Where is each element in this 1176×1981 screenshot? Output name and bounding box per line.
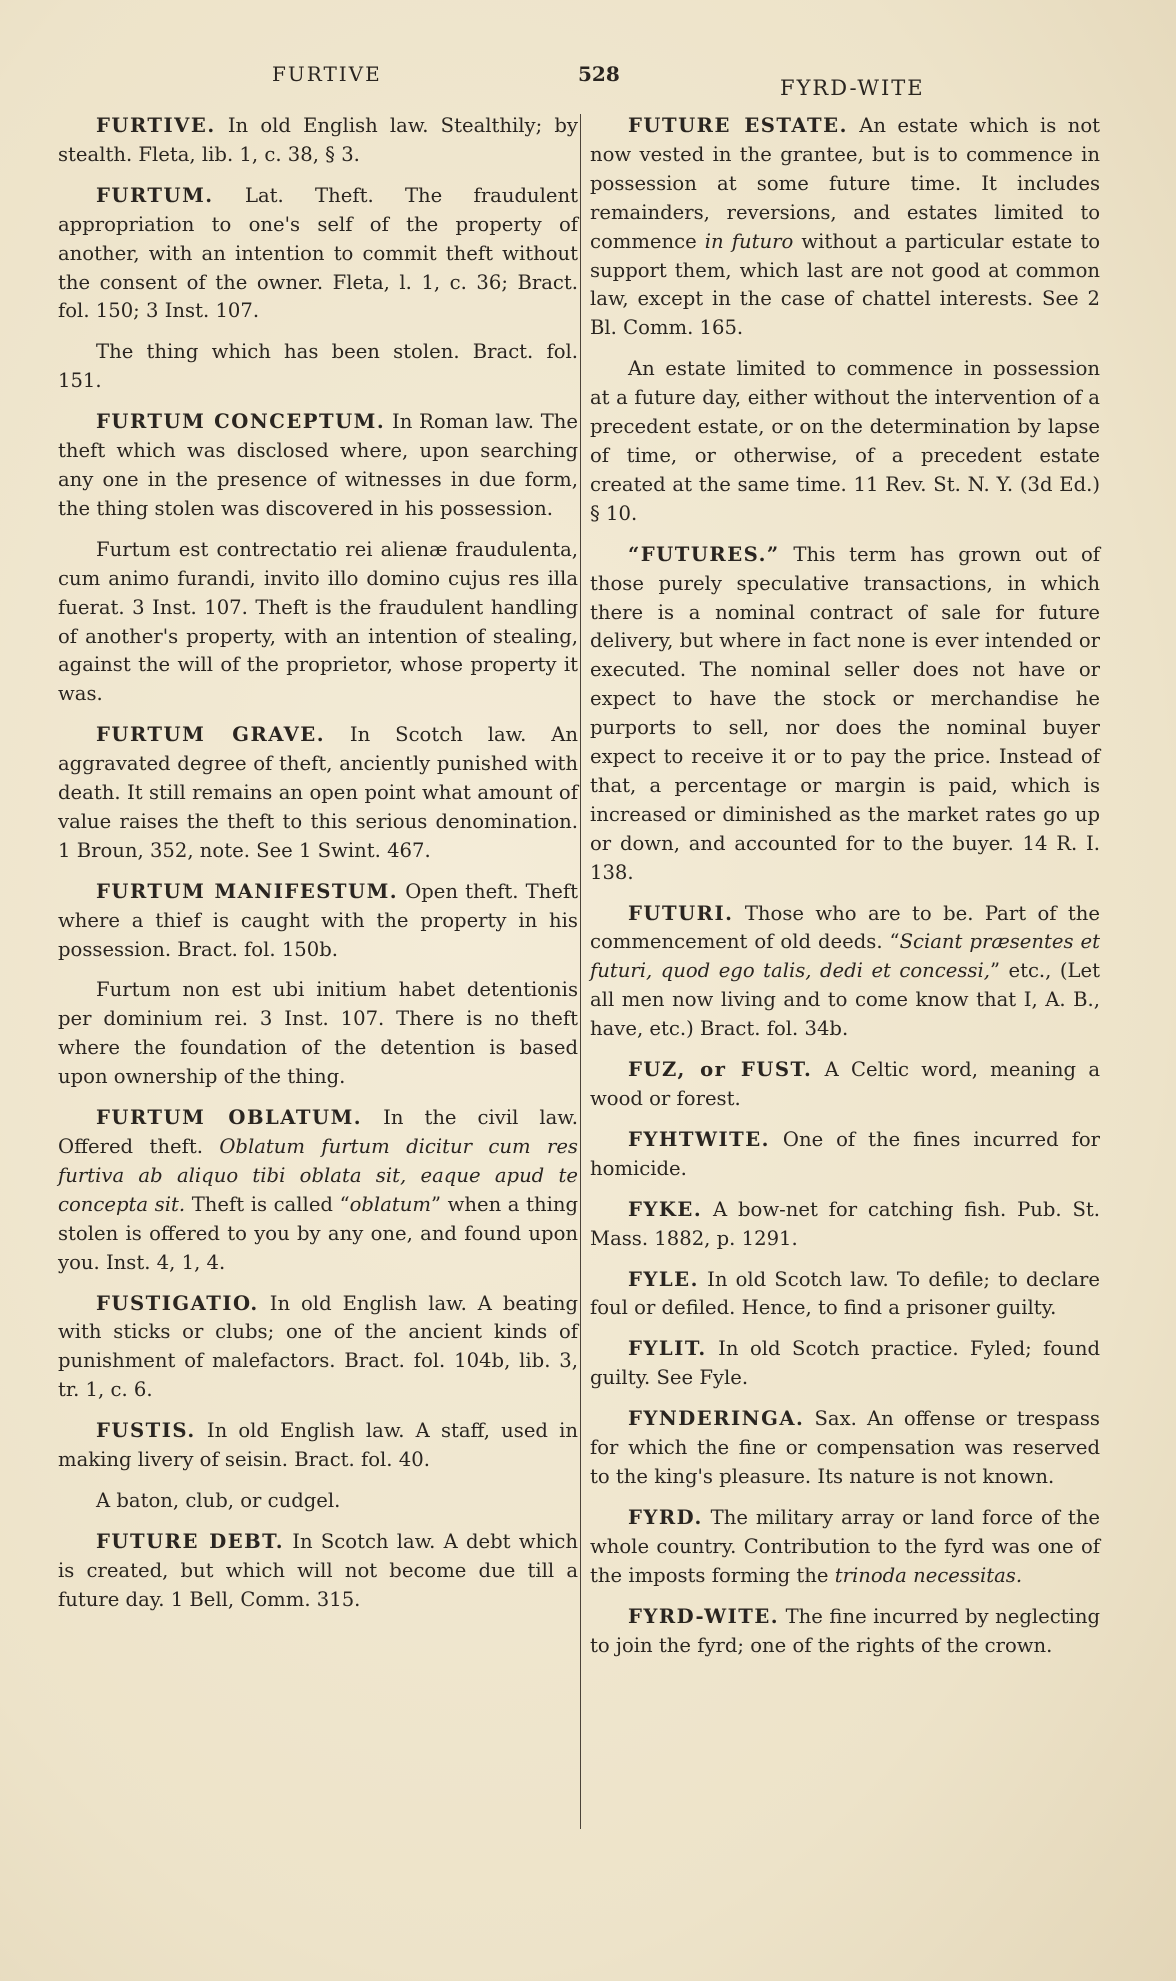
entry-furtum-manifestum	[58, 878, 578, 965]
entry-term: FUSTIS.	[96, 1419, 196, 1443]
entry-fyrd-wite	[590, 1603, 1100, 1661]
entry-fylit	[590, 1335, 1100, 1393]
entry-term: “FUTURES.”	[628, 542, 780, 566]
entry-text: In Roman law. The theft which was disclosed where, upon searching any one in the presence of witnesses in due form, the thing stolen was discovered in his possession.	[58, 410, 578, 520]
right-column	[590, 112, 1100, 1672]
entry-text: ” when a thing stolen is offered to you by any one, and found upon you. Inst. 4, 1, 4.	[58, 1192, 578, 1274]
entry-text: ” etc., (Let all men now living and to come know that I, A. B., have, etc.) Bract. fol. 34b.	[590, 959, 1100, 1041]
entry-future-debt	[58, 1528, 578, 1615]
entry-term: FYLE.	[628, 1267, 699, 1291]
entry-text: Sax. An offense or trespass for which the fine or compensation was reserved to the king's pleasure. Its nature is not known.	[590, 1407, 1100, 1488]
entry-term: FYKE.	[628, 1197, 703, 1221]
entry-text: A bow-net for catching fish. Pub. St. Mass. 1882, p. 1291.	[590, 1197, 1101, 1250]
entry-term: FYLIT.	[628, 1337, 707, 1361]
entry-term: FURTUM GRAVE.	[96, 723, 326, 747]
entry-paragraph: A baton, club, or cudgel.	[96, 1488, 341, 1512]
entry-futuri	[590, 900, 1100, 1045]
entry-term: FYHTWITE.	[628, 1127, 770, 1151]
entry-fyke	[590, 1196, 1100, 1254]
entry-text: Those who are to be. Part of the commencement of old deeds. “	[590, 901, 1100, 954]
entry-fustis	[58, 1417, 578, 1475]
entry-text: In Scotch law. A debt which is created, but which will not become due till a future day. 1 Bell, Comm. 315.	[58, 1529, 578, 1611]
page-header	[0, 62, 1176, 102]
entry-italic-text: Oblatum furtum dicitur cum res furtiva ab aliquo tibi oblata sit, eaque apud te concepta sit.	[58, 1135, 578, 1216]
entry-fuz	[590, 1056, 1100, 1114]
entry-text: This term has grown out of those purely speculative transactions, in which there is a nominal contract of sale for future delivery, but where in fact none is ever intended or executed. The nominal seller does not have or expect to have the stock or merchandise he purports to sell, nor does the nominal buyer expect to receive it or to pay the price. Instead of that, a percentage or margin is paid, which is increased or diminished as the market rates go up or down, and accounted for to the buyer. 14 R. I. 138.	[590, 542, 1100, 884]
entry-furtum	[58, 182, 578, 327]
entry-text: The military array or land force of the whole country. Contribution to the fyrd was one of the imposts forming the	[590, 1505, 1100, 1587]
entry-term: FUTURE DEBT.	[96, 1529, 285, 1553]
entry-term: FURTUM CONCEPTUM.	[96, 410, 386, 434]
entry-fyrd	[590, 1504, 1100, 1591]
entry-term: FUTURI.	[628, 901, 734, 925]
entry-furtive	[58, 112, 578, 170]
entry-text: In old Scotch practice. Fyled; found guilty. See Fyle.	[590, 1337, 1100, 1390]
entry-fyhtwite	[590, 1126, 1100, 1184]
entry-term: FYRD.	[628, 1505, 703, 1529]
entry-term: FURTUM MANIFESTUM.	[96, 879, 399, 903]
entry-term: FURTUM.	[96, 183, 214, 207]
entry-text: In old English law. A beating with sticks or clubs; one of the ancient kinds of punishment of malefactors. Bract. fol. 104b, lib. 3, tr. 1, c. 6.	[58, 1291, 578, 1402]
entry-paragraph: An estate limited to commence in possession at a future day, either without the intervention of a precedent estate, or on the determination by lapse of time, or otherwise, of a precedent estate created at the same time. 11 Rev. St. N. Y. (3d Ed.) § 10.	[590, 357, 1100, 525]
entry-term: FYRD-WITE.	[628, 1604, 780, 1628]
entry-text: One of the fines incurred for homicide.	[590, 1127, 1100, 1180]
entry-text: Lat. Theft. The fraudulent appropriation to one's self of the property of another, with an intention to commit theft without the consent of the owner. Fleta, l. 1, c. 36; Bract. fol. 150; 3 Inst. 107.	[58, 183, 578, 323]
entry-text: A Celtic word, meaning a wood or forest.	[590, 1058, 1101, 1110]
entry-text: In the civil law. Offered theft.	[58, 1106, 578, 1158]
entry-fyle	[590, 1266, 1100, 1324]
entry-term: FYNDERINGA.	[628, 1407, 805, 1431]
entry-term: FURTUM OBLATUM.	[96, 1106, 363, 1130]
left-guide-word: FURTIVE	[272, 62, 382, 86]
entry-text: Theft is called “	[191, 1192, 350, 1216]
entry-term: FURTIVE.	[96, 114, 216, 137]
entry-text: without a particular estate to support them, which last are not good at common law, except in the case of chattel interests. See 2 Bl. Comm. 165.	[590, 229, 1100, 340]
entry-term: FUTURE ESTATE.	[628, 114, 848, 137]
entry-italic-text: trinoda necessitas.	[834, 1563, 1023, 1587]
entry-furtum-oblatum	[58, 1104, 578, 1277]
entry-italic-text: in futuro	[704, 229, 794, 253]
entry-text: In old English law. Stealthily; by stealth. Fleta, lib. 1, c. 38, § 3.	[58, 114, 578, 166]
entry-paragraph: Furtum est contrectatio rei alienæ fraudulenta, cum animo furandi, invito illo domino cujus res illa fuerat. 3 Inst. 107. Theft is the fraudulent handling of another's property, with an intention of stealing, against the will of the proprietor, whose property it was.	[58, 537, 578, 706]
right-guide-word: FYRD-WITE	[780, 76, 925, 100]
entry-text: In old English law. A staff, used in making livery of seisin. Bract. fol. 40.	[58, 1419, 578, 1472]
column-divider	[580, 114, 581, 1829]
entry-text: The fine incurred by neglecting to join the fyrd; one of the rights of the crown.	[590, 1604, 1100, 1657]
entry-italic-text: Sciant præsentes et futuri, quod ego talis, dedi et concessi,	[590, 930, 1100, 983]
entry-furtum-conceptum	[58, 408, 578, 524]
entry-paragraph: Furtum non est ubi initium habet detentionis per dominium rei. 3 Inst. 107. There is no theft where the foundation of the detention is based upon ownership of the thing.	[58, 978, 578, 1089]
entry-paragraph: The thing which has been stolen. Bract. fol. 151.	[58, 340, 578, 393]
entry-future-estate	[590, 112, 1100, 343]
entry-text: An estate which is not now vested in the grantee, but is to commence in possession at some future time. It includes remainders, reversions, and estates limited to commence	[590, 114, 1100, 253]
entry-text: Open theft. Theft where a thief is caught with the property in his possession. Bract. fol. 150b.	[58, 879, 578, 961]
entry-fustigatio	[58, 1290, 578, 1406]
entry-term: FUSTIGATIO.	[96, 1291, 259, 1315]
page-number: 528	[578, 62, 620, 86]
entry-furtum-grave	[58, 721, 578, 866]
entry-futures	[590, 541, 1100, 888]
entry-italic-text: oblatum	[349, 1192, 431, 1216]
entry-text: In old Scotch law. To defile; to declare foul or defiled. Hence, to find a prisoner guilty.	[590, 1267, 1100, 1320]
entry-text: In Scotch law. An aggravated degree of theft, anciently punished with death. It still remains an open point what amount of value raises the theft to this serious denomination. 1 Broun, 352, note. See 1 Swint. 467.	[58, 723, 578, 862]
entry-term: FUZ, or FUST.	[628, 1058, 813, 1082]
entry-fynderinga	[590, 1405, 1100, 1492]
left-column	[58, 112, 578, 1627]
